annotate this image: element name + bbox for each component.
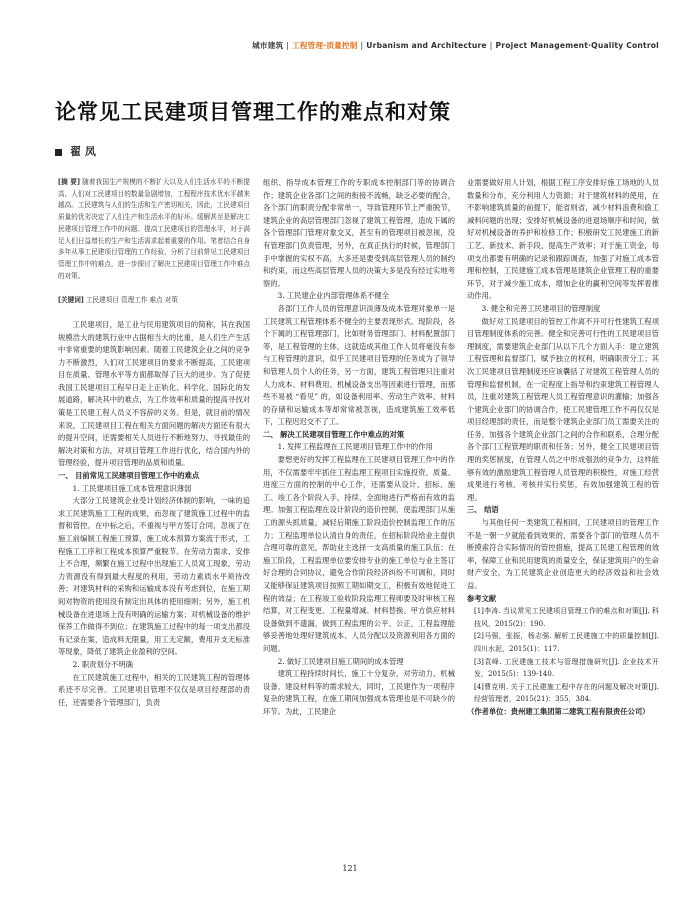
- column-3: [467, 177, 659, 719]
- reference-item: [2]马强，张振，杨志强. 解析工民建施工中的质量控制[J]. 四川水泥，2015(1)：117.: [474, 632, 659, 653]
- running-header: 城市建筑 | 工程管理·质量控制 | Urbanism and Architecture | Project Management·Quality Control: [252, 41, 659, 50]
- body-paragraph: 在工民建筑施工过程中，相关的工民建筑工程的管理体系还不尽完善。工民建项目管理不仅仅是项目经理部的责任，还需要各个管理部门，负责: [58, 672, 250, 707]
- body-paragraph: 大部分工民建筑企业受计划经济体制的影响，一味的追求工民建筑施工工程的成果，而忽视了建筑施工过程中的监督和管控。在中标之后，不重视与甲方签订合同，忽视了在施工前编制工程施工预算，施工成本预算方案流于形式，工程施工工序和工程成本预算严重脱节。在劳动力需求、安排上不合理，频繁在施工过程中出现施工人员窝工现象，劳动力资源没有得到最大程度的利用，劳动力素质水平须待改善；对建筑材料的采购和运输成本没有考虑到位，在施工期间对物资的使用没有制定出具体的使用细则；另外，施工机械设备在进退场上没有明确的运输方案；对机械设备的维护保养工作做得不到位；在建筑施工过程中的每一项支出都没有记录在案，造成料无限量，用工无定额，费用开支无标准等现象，降低了建筑企业盈利的空间。: [58, 496, 250, 657]
- author-name: 翟 凤: [70, 145, 96, 158]
- body-paragraph: 建筑工程持续时间长，施工十分复杂，对劳动力、机械设备、建设材料等的需求较大，同时，工民建作为一项程序复杂的建筑工程，在施工期间加强成本管理也是不可缺少的环节。为此，工民建企: [263, 669, 455, 716]
- body-paragraph: 工民建项目，是工业与民用建筑项目的简称，其在我国规模浩大的建筑行业中占据相当大的比重，是人们生产生活中非常重要的建筑影响因素。随着工民建筑企业之间的竞争力不断激烈，人们对工民建项目的要求不断提高，工民建项目在质量、管理水平等方面都取得了巨大的进步。为了促使我国工民建项目工程早日走上正轨化、科学化、国际化的发展道路，解决其中的难点，为工作效率和质量的提高寻找对策是工民建工程人员义不容辞的义务。但是，就目前的情况来说，工民建项目工程在相关方面问题的解决方面还有很大的提升空间，还需要相关人员进行不断地努力，寻找最佳的解决对策和方法，对项目管理工作进行优化，结合国内外的管理经验，提升项目管理的品质和质量。: [58, 319, 250, 468]
- body-paragraph: 要想更好的发挥工程监理在工民建项目管理工作中的作用，不仅需要牢牢抓住工程监理工程项目实施投资、质量、进度三方面的控制的中心工作，还需要从设计、招标、施工、竣工各个阶段入手，持续、全面地进行严格而有效的监理。加强工程监理在设计阶段的造价控制，使监理部门从施工的源头抓质量，减轻后期施工阶段造价控制监理工作的压力；工程监理单位认清自身的责任，在招标阶段给业主提供合理可靠的意见，帮助业主选择一支高质量的施工队伍；在施工阶段，工程监理单位要安排专业的施工单位与业主签订好合理的合同协议，避免合作阶段经济纠纷不可调和，同时又能够保证建筑项目按照工期如期交工，积极有效地促进工程的效益；在工程竣工验收阶段监理工程师要及时审核工程结算，对工程变更、工程量增减、材料替换、甲方供应材料设备做到不遗漏，做到工程监理的公平、公正，工程监理能够妥善地处理好建筑成本、人员分配以及资源利用各方面的问题。: [263, 455, 455, 653]
- author-line: [55, 143, 96, 159]
- section-heading: 三、 结语: [467, 505, 499, 515]
- body-paragraph: 业需要做好用人计划，根据工程工序安排好施工场地的人员数量和分布，充分利用人力资源；对于建筑材料的使用，在不影响建筑质量的前提下，能省则省，减少材料浪费和偷工减料问题的出现；安排好机械设备的进退场顺序和时间，做好对机械设备的养护和检修工作；积极研发工民建施工的新工艺、新技术、新手段，提高生产效率；对于施工资金，每项支出都要有明确的记录和跟踪调查，加强了对施工成本管理和控制，工民建施工成本管理是建筑企业管理工程的重要环节，对于减少施工成本，增加企业的赢利空间等发挥着推动作用。: [467, 178, 659, 301]
- body-paragraph: 组织、指导成本管理工作的专职成本控制部门等的协调合作；建筑企业各部门之间的衔接不流畅，缺乏必要的配合，各个部门的职责分配非常单一，导致管理环节上严重脱节，建筑企业的高层管理部门忽视了建筑工程管理，造成下属的各个管理部门管理对象交叉，甚至有的管理项目被忽视，没有管理部门负责管理，另外，在真正执行的时候，管理部门手中掌握的实权不高，大多还是要受到高层管理人员的制约和约束，而这些高层管理人员的决策大多是没有经过实地考察的。: [263, 178, 455, 288]
- column-1-body: [58, 319, 250, 709]
- body-paragraph: 3. 健全和完善工民建项目的管理制度: [481, 303, 601, 313]
- section-heading: 二、 解决工民建项目管理工作中难点的对策: [263, 429, 405, 439]
- body-paragraph: 2. 做好工民建项目施工期间的成本管理: [277, 656, 404, 666]
- abstract-text: 随着我国生产规模的不断扩大以及人们生活水平的不断提高，人们对工民建项目的数量急剧增加，工程程序技术优水平越来越高。工民建筑与人们的生活和生产密切相关，因此，工民建项目质量的优劣决定了人们生产和生活水平的好坏。缓解甚至是解决工民建项目管理工作中的问题、提高工民建项目的管理水平，对于满足人们日益增长的生产和生活需求起着重要的作用。笔者结合自身多年从事工民建项目管理的工作经验，分析了目前常见工民建项目管理工作中的难点，进一步探讨了解决工民建项目管理工作中难点的对策。: [58, 178, 250, 280]
- header-en-left: Urbanism and Architecture: [366, 41, 487, 50]
- column-2: [263, 177, 455, 719]
- keywords-text: 工民建项目 管理工作 难点 对策: [85, 296, 178, 305]
- body-paragraph: 与其他任何一类建筑工程相同，工民建项目的管理工作不是一朝一夕就能看到效果的，需要各个部门的管理人员不断摸索符合实际情况的管控措施，提高工民建工程管理的效率，保障工业和民用建筑的质量安全，保证建筑用户的生命财产安全，为工民建筑企业创造更大的经济效益和社会效益。: [467, 518, 659, 590]
- body-paragraph: 3. 工民建企业内部管理体系不健全: [277, 291, 390, 301]
- keywords-label: [关键词]: [58, 296, 84, 305]
- author-square-icon: [55, 149, 62, 156]
- page-number: 121: [342, 864, 358, 873]
- references-heading: 参考文献: [467, 593, 497, 603]
- header-topic: 工程管理·质量控制: [292, 41, 358, 50]
- body-paragraph: 1. 工民建项目施工成本管理意识薄弱: [72, 483, 192, 493]
- body-paragraph: 1. 发挥工程监理在工民建项目管理工作中的作用: [277, 442, 433, 452]
- reference-item: [1]李涛. 当议常见工民建项目管理工作的难点和对策[J]. 科技风，2015(2)：190.: [474, 607, 659, 628]
- section-heading: 一、 目前常见工民建项目管理工作中的难点: [58, 471, 200, 481]
- body-paragraph: 做好对工民建项目的管控工作离不开可行性建筑工程项目管理制度体系的完善。健全和完善可行性的工民建项目管理制度，需要建筑企业部门从以下几个方面入手：建立建筑工程管理和监督部门，赋予独立的权利，明确职责分工；其次工民建项目管理制度还应该囊括了对建筑工程管理人员的管理和监督机制，在一定程度上指导和约束建筑工程管理人员，注重对建筑工程管理人员工程管理意识的灌输；加强各个建筑企业部门的协调合作，使工民建管理工作不再仅仅是项目经理部的责任，而是整个建筑企业部门员工需要关注的任务，加强各个建筑企业部门之间的合作和联系，合理分配各个部门工程管理的职责和任务；另外，健全工民建项目管理的奖惩制度，在管理人员之中形成强劲的竞争力，这样能够有效的激励建筑工程管理人员管理的积极性，对施工经营成果进行考核、考核并实行奖惩，有效加强建筑工程的管理。: [467, 316, 659, 502]
- abstract-label: [摘 要]: [58, 178, 80, 186]
- reference-item: [3]袁峰. 工民建施工技术与管理措施研究[J]. 企业技术开发，2015(5)：139-140.: [474, 657, 659, 679]
- keywords: [58, 294, 250, 307]
- header-section: 城市建筑: [252, 41, 284, 50]
- reference-item: [4]曹克明. 关于工民建施工程中存在的问题及解决对策[J]. 经营管理者，2015(21)：355，384.: [474, 682, 659, 704]
- header-en-right: Project Management·Quality Control: [495, 41, 659, 50]
- abstract: [58, 177, 250, 282]
- article-title: 论常见工民建项目管理工作的难点和对策: [55, 100, 451, 124]
- body-paragraph: 各部门工作人员的管理意识淡薄及成本管理对象单一是工民建筑工程管理体系不健全的主要表现形式。现阶段，各个下属的工程管理部门，比如财务管理部门、材料配置部门等，是工程管理的主体，这就造成其他工作人员将毫没有参与工程管理的意识，似乎工民建项目管理的任务成为了领导和管理人员个人的任务，另一方面，建筑工程管理只注重对人力成本、材料费用、机械设备支出等因素进行管理，而那些不易被 “看见” 的，如设备利用率、劳动生产效率、材料的存储和运输成本等却常常被忽视，造成建筑施工效率低下，工程迟迟交不了工。: [263, 303, 455, 427]
- body-paragraph: 2. 职责划分不明确: [72, 659, 133, 669]
- column-1: [58, 177, 250, 709]
- author-affiliation: （作者单位：贵州建工集团第二建筑工程有限责任公司）: [467, 706, 650, 716]
